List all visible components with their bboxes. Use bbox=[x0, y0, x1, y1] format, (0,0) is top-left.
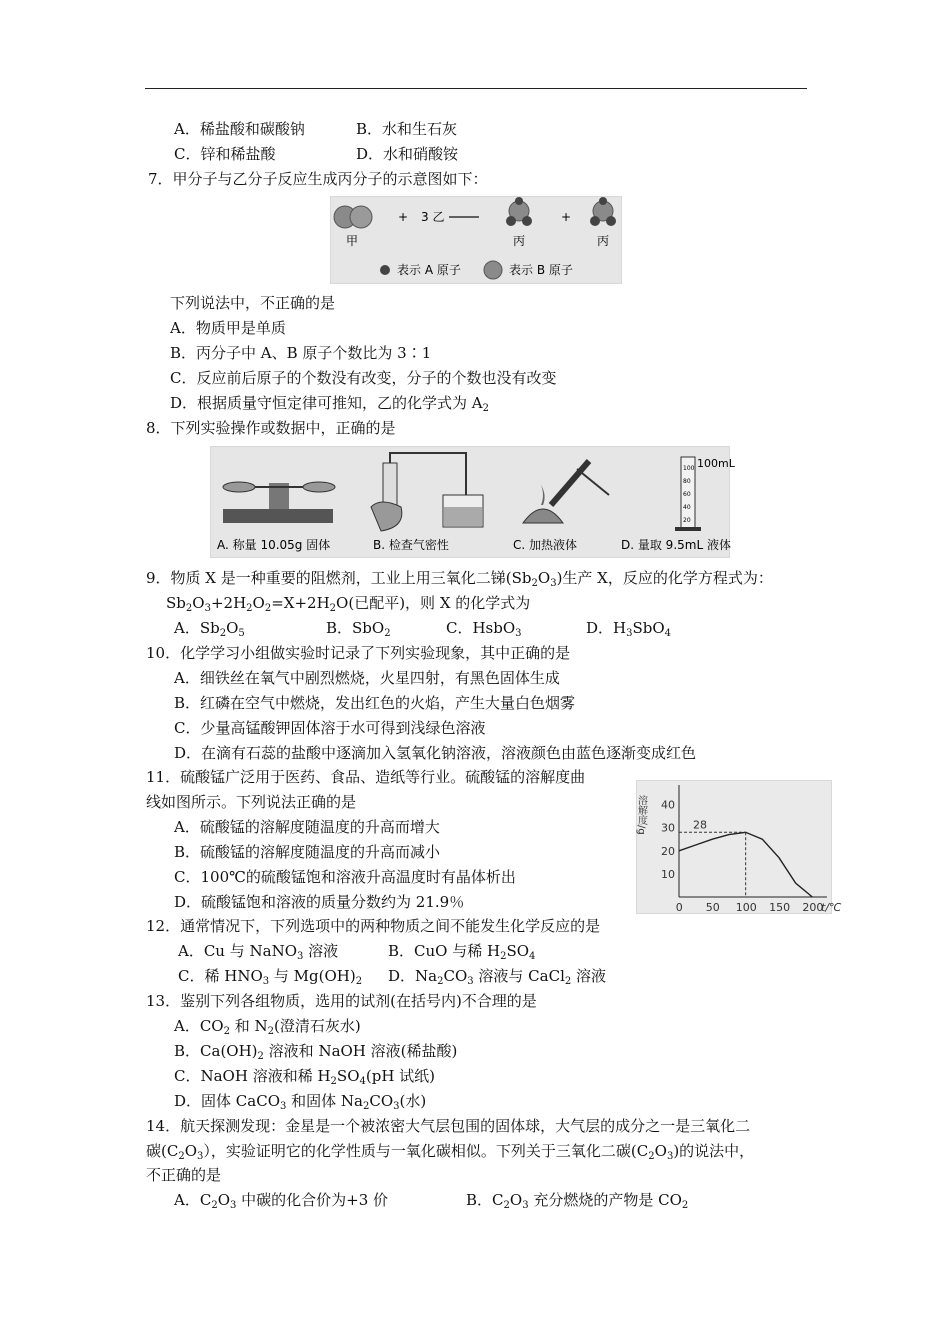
x-tick-label: 150 bbox=[769, 901, 791, 914]
x-axis-label: t/℃ bbox=[821, 901, 842, 914]
tick-80: 80 bbox=[683, 478, 691, 485]
label-bing-1: 丙 bbox=[513, 234, 526, 248]
tick-20: 20 bbox=[683, 517, 691, 524]
q6-option-c: C．锌和稀盐酸 bbox=[174, 145, 276, 163]
q7-option-c: C．反应前后原子的个数没有改变，分子的个数也没有改变 bbox=[170, 369, 557, 387]
q9-option-a: A．$Sb_2O_5$ bbox=[174, 619, 245, 639]
x-tick-label: 50 bbox=[705, 901, 720, 914]
q14-line2: 碳$(C_2O_3)$，实验证明它的化学性质与一氧化碳相似。下列关于三氧化二碳$(C_2O_3)$的说法中， bbox=[146, 1142, 755, 1162]
label-jia: 甲 bbox=[346, 234, 359, 248]
legend-a: 表示 A 原子 bbox=[397, 263, 461, 277]
q14-option-a: A．$C_2O_3$ 中碳的化合价为+3 价 bbox=[174, 1191, 389, 1211]
q12-option-d: D．$Na_2CO_3$ 溶液与 CaCl$_2$ 溶液 bbox=[388, 967, 607, 987]
y-tick-label: 30 bbox=[661, 821, 675, 835]
q9-stem: 9．物质 X 是一种重要的阻燃剂，工业上用三氧化二锑$(Sb_2O_3)$生产 X，反应的化学方程式为： bbox=[146, 569, 773, 589]
q7-option-a: A．物质甲是单质 bbox=[170, 319, 286, 337]
q6-option-d: D．水和硝酸铵 bbox=[356, 145, 459, 163]
q13-option-d: D．固体 CaCO$_3$ 和固体 $Na_2CO_3$(水) bbox=[174, 1092, 427, 1112]
q10-option-d: D．在滴有石蕊的盐酸中逐滴加入氢氧化钠溶液，溶液颜色由蓝色逐渐变成红色 bbox=[174, 744, 697, 762]
q10-option-b: B．红磷在空气中燃烧，发出红色的火焰，产生大量白色烟雾 bbox=[174, 694, 576, 712]
label-bing-2: 丙 bbox=[597, 234, 610, 248]
q7-molecule-figure bbox=[330, 196, 622, 284]
q14-option-b: B．$C_2O_3$ 充分燃烧的产物是 $CO_2$ bbox=[466, 1191, 689, 1211]
reactant-yi: 3 乙 bbox=[421, 210, 445, 224]
q14-line3: 不正确的是 bbox=[146, 1166, 222, 1184]
q10-option-a: A．细铁丝在氧气中剧烈燃烧，火星四射，有黑色固体生成 bbox=[174, 669, 560, 687]
y-axis-label: 溶解度/g bbox=[635, 795, 647, 835]
solubility-chart bbox=[635, 780, 842, 914]
y-tick-label: 10 bbox=[661, 867, 675, 881]
q7-option-b: B．丙分子中 A、B 原子个数比为 3∶1 bbox=[170, 344, 432, 362]
tick-100: 100 bbox=[683, 465, 695, 472]
q8-apparatus-figure bbox=[210, 446, 735, 558]
q10-option-c: C．少量高锰酸钾固体溶于水可得到浅绿色溶液 bbox=[174, 719, 486, 737]
tick-60: 60 bbox=[683, 491, 691, 498]
plus-sign-2: + bbox=[561, 210, 572, 224]
q7-option-d: D．根据质量守恒定律可推知，乙的化学式为 $A_2$ bbox=[170, 394, 490, 414]
q11-stem-line1: 11．硫酸锰广泛用于医药、食品、造纸等行业。硫酸锰的溶解度曲 bbox=[146, 768, 586, 786]
q12-option-b: B．CuO 与稀 $H_2SO_4$ bbox=[388, 942, 536, 962]
q11-stem-line2: 线如图所示。下列说法正确的是 bbox=[146, 793, 357, 811]
x-tick-label: 100 bbox=[735, 901, 757, 914]
q13-option-b: B．$Ca(OH)_2$ 溶液和 NaOH 溶液(稀盐酸) bbox=[174, 1042, 458, 1062]
caption-a: A. 称量 10.05g 固体 bbox=[217, 538, 331, 552]
q11-option-b: B．硫酸锰的溶解度随温度的升高而减小 bbox=[174, 843, 441, 861]
x-tick-label: 200 bbox=[802, 901, 824, 914]
q10-stem: 10．化学学习小组做实验时记录了下列实验现象，其中正确的是 bbox=[146, 644, 571, 662]
peak-annotation: 28 bbox=[693, 818, 707, 832]
q11-option-d: D．硫酸锰饱和溶液的质量分数约为 21.9％ bbox=[174, 893, 465, 911]
q11-option-a: A．硫酸锰的溶解度随温度的升高而增大 bbox=[174, 818, 440, 836]
q8-apparatus-diagram bbox=[211, 447, 735, 557]
q12-option-c: C．稀 $HNO_3$ 与 $Mg(OH)_2$ bbox=[178, 967, 363, 987]
q8-stem: 8．下列实验操作或数据中，正确的是 bbox=[146, 419, 396, 437]
q13-option-a: A．$CO_2$ 和 $N_2$(澄清石灰水) bbox=[174, 1017, 361, 1037]
cylinder-label: 100mL bbox=[697, 457, 735, 470]
solubility-curve-plot bbox=[635, 781, 842, 914]
q7-molecule-diagram bbox=[331, 197, 621, 283]
plus-sign-1: + bbox=[398, 210, 409, 224]
q14-line1: 14．航天探测发现：金星是一个被浓密大气层包围的固体球，大气层的成分之一是三氧化二 bbox=[146, 1117, 751, 1135]
q6-option-b: B．水和生石灰 bbox=[356, 120, 458, 138]
q9-option-b: B．SbO$_2$ bbox=[326, 619, 391, 639]
caption-d: D. 量取 9.5mL 液体 bbox=[621, 538, 731, 552]
q12-option-a: A．Cu 与 NaNO$_3$ 溶液 bbox=[178, 942, 339, 962]
y-tick-label: 40 bbox=[661, 798, 675, 812]
q7-stem: 7．甲分子与乙分子反应生成丙分子的示意图如下： bbox=[148, 170, 488, 188]
q6-option-a: A．稀盐酸和碳酸钠 bbox=[174, 120, 305, 138]
q12-stem: 12．通常情况下，下列选项中的两种物质之间不能发生化学反应的是 bbox=[146, 917, 601, 935]
x-tick-label: 0 bbox=[675, 901, 683, 914]
q9-equation: $Sb_2O_3+2H_2O_2=X+2H_2O$(已配平)，则 X 的化学式为 bbox=[166, 594, 531, 614]
q7-lead: 下列说法中，不正确的是 bbox=[170, 294, 336, 312]
q9-option-c: C．HsbO$_3$ bbox=[446, 619, 522, 639]
y-tick-label: 20 bbox=[661, 844, 675, 858]
caption-c: C. 加热液体 bbox=[513, 538, 578, 552]
q11-option-c: C．100℃的硫酸锰饱和溶液升高温度时有晶体析出 bbox=[174, 868, 516, 886]
q13-option-c: C．NaOH 溶液和稀 $H_2SO_4(pH$ 试纸) bbox=[174, 1067, 436, 1087]
header-rule bbox=[145, 88, 807, 89]
caption-b: B. 检查气密性 bbox=[373, 538, 449, 552]
q13-stem: 13．鉴别下列各组物质，选用的试剂(在括号内)不合理的是 bbox=[146, 992, 537, 1010]
q9-option-d: D．$H_3SbO_4$ bbox=[586, 619, 672, 639]
tick-40: 40 bbox=[683, 504, 691, 511]
legend-b: 表示 B 原子 bbox=[509, 263, 573, 277]
